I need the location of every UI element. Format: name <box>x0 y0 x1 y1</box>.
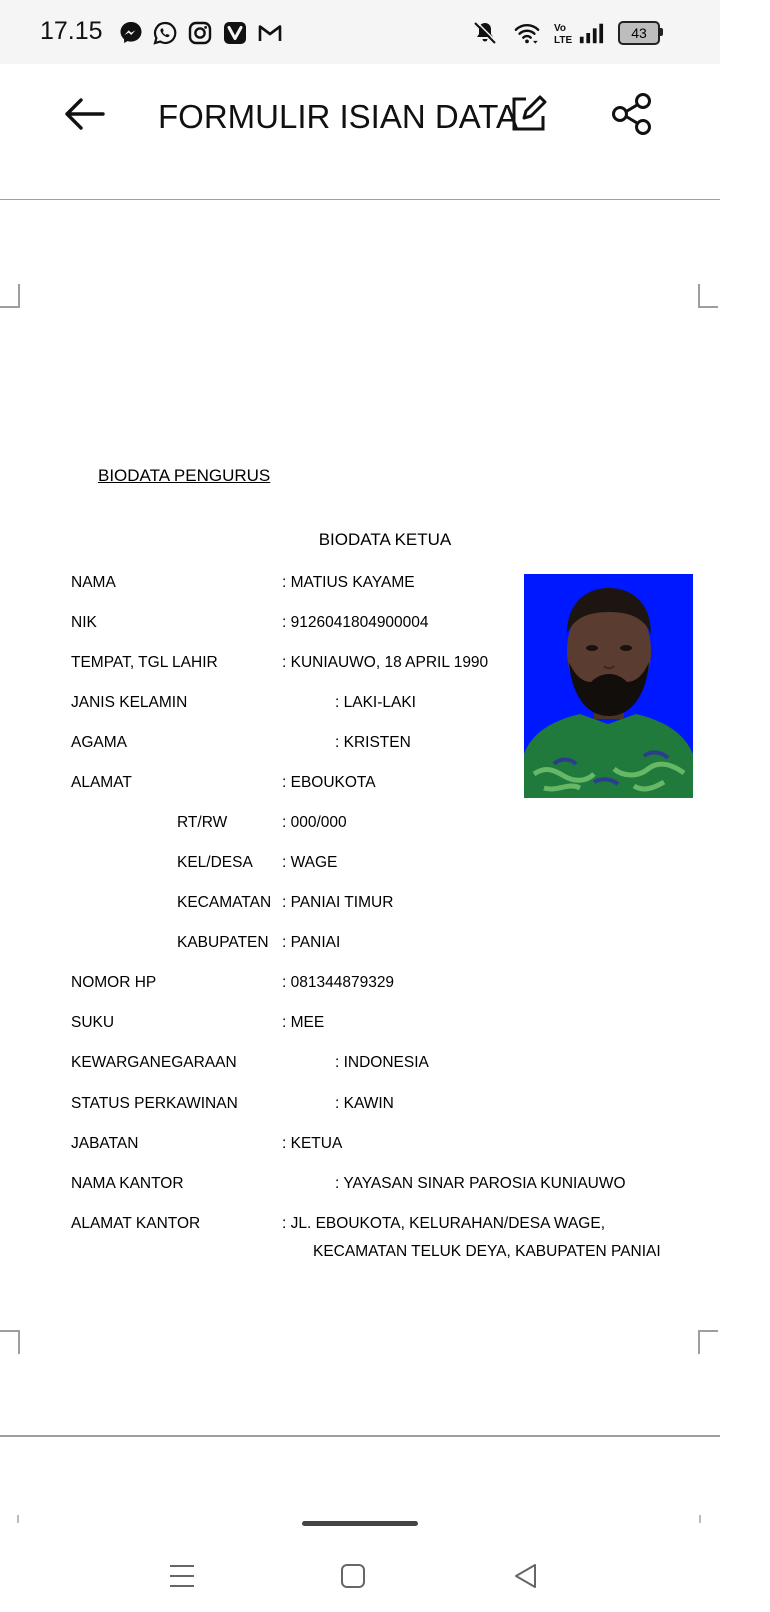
messenger-icon <box>118 20 144 46</box>
page-corner-mark <box>698 284 718 308</box>
app-bar <box>0 64 720 201</box>
field-value: : 081344879329 <box>282 974 395 991</box>
field-label: NOMOR HP <box>71 974 157 991</box>
share-icon <box>610 92 654 136</box>
back-triangle-icon <box>512 1562 540 1590</box>
field-value: : 000/000 <box>282 814 347 831</box>
document-page[interactable] <box>0 200 720 1435</box>
field-value: : MEE <box>282 1014 325 1031</box>
recent-apps-button[interactable] <box>160 1554 204 1598</box>
field-label: KABUPATEN <box>177 934 269 951</box>
back-button[interactable] <box>60 90 108 138</box>
field-label: NIK <box>71 614 97 631</box>
field-value: : KETUA <box>282 1135 343 1152</box>
field-label: ALAMAT <box>71 774 132 791</box>
arrow-left-icon <box>63 97 105 131</box>
scroll-indicator[interactable] <box>302 1521 418 1526</box>
battery-level: 43 <box>631 25 647 41</box>
field-value: : PANIAI <box>282 934 341 951</box>
page-title: FORMULIR ISIAN DATA <box>158 98 518 135</box>
document-heading: BIODATA PENGURUS <box>98 466 271 485</box>
field-label: AGAMA <box>71 734 127 751</box>
wifi-icon <box>514 20 540 46</box>
field-value: : KRISTEN <box>335 734 411 751</box>
field-value: : 9126041804900004 <box>282 614 429 631</box>
field-value: : INDONESIA <box>335 1054 429 1071</box>
volte-icon <box>551 20 577 46</box>
field-label: TEMPAT, TGL LAHIR <box>71 654 218 671</box>
field-label: RT/RW <box>177 814 228 831</box>
vivaldi-icon <box>222 20 248 46</box>
edit-icon <box>510 96 546 132</box>
field-label: KECAMATAN <box>177 894 272 911</box>
battery-icon <box>618 21 662 45</box>
instagram-icon <box>187 20 213 46</box>
svg-text:LTE: LTE <box>554 35 573 46</box>
field-value: : KAWIN <box>335 1095 394 1112</box>
status-bar <box>0 0 720 64</box>
field-label: KEL/DESA <box>177 854 253 871</box>
edit-button[interactable] <box>504 90 552 138</box>
page-divider <box>0 1435 720 1437</box>
share-button[interactable] <box>608 90 656 138</box>
field-value: : PANIAI TIMUR <box>282 894 394 911</box>
field-value: : YAYASAN SINAR PAROSIA KUNIAUWO <box>335 1175 626 1192</box>
field-value-continuation: KECAMATAN TELUK DEYA, KABUPATEN PANIAI <box>313 1243 661 1260</box>
document-subheading: BIODATA KETUA <box>318 530 452 549</box>
whatsapp-icon <box>152 20 178 46</box>
page-corner-mark <box>17 1515 19 1523</box>
field-value: : MATIUS KAYAME <box>282 574 415 591</box>
field-label: SUKU <box>71 1014 115 1031</box>
page-corner-mark <box>698 1330 718 1354</box>
menu-icon <box>168 1563 196 1589</box>
field-value: : JL. EBOUKOTA, KELURAHAN/DESA WAGE, <box>282 1215 605 1232</box>
navigation-bar <box>0 1540 720 1612</box>
gmail-icon <box>257 20 283 46</box>
page-corner-mark <box>0 284 20 308</box>
home-icon <box>339 1562 367 1590</box>
home-button[interactable] <box>331 1554 375 1598</box>
mute-icon <box>472 20 498 46</box>
svg-text:Vo: Vo <box>554 23 567 34</box>
field-value: : LAKI-LAKI <box>335 694 416 711</box>
field-value: : KUNIAUWO, 18 APRIL 1990 <box>282 654 489 671</box>
field-value: : EBOUKOTA <box>282 774 376 791</box>
field-label: NAMA KANTOR <box>71 1175 184 1192</box>
person-portrait-icon <box>524 574 693 798</box>
system-back-button[interactable] <box>504 1554 548 1598</box>
field-label: JANIS KELAMIN <box>71 694 188 711</box>
profile-photo <box>524 574 693 798</box>
field-label: JABATAN <box>71 1135 139 1152</box>
status-time: 17.15 <box>40 17 103 45</box>
page-corner-mark <box>699 1515 701 1523</box>
field-label: KEWARGANEGARAAN <box>71 1054 237 1071</box>
field-value: : WAGE <box>282 854 338 871</box>
signal-icon <box>578 20 604 46</box>
field-label: ALAMAT KANTOR <box>71 1215 201 1232</box>
field-label: STATUS PERKAWINAN <box>71 1095 238 1112</box>
page-corner-mark <box>0 1330 20 1354</box>
field-label: NAMA <box>71 574 116 591</box>
